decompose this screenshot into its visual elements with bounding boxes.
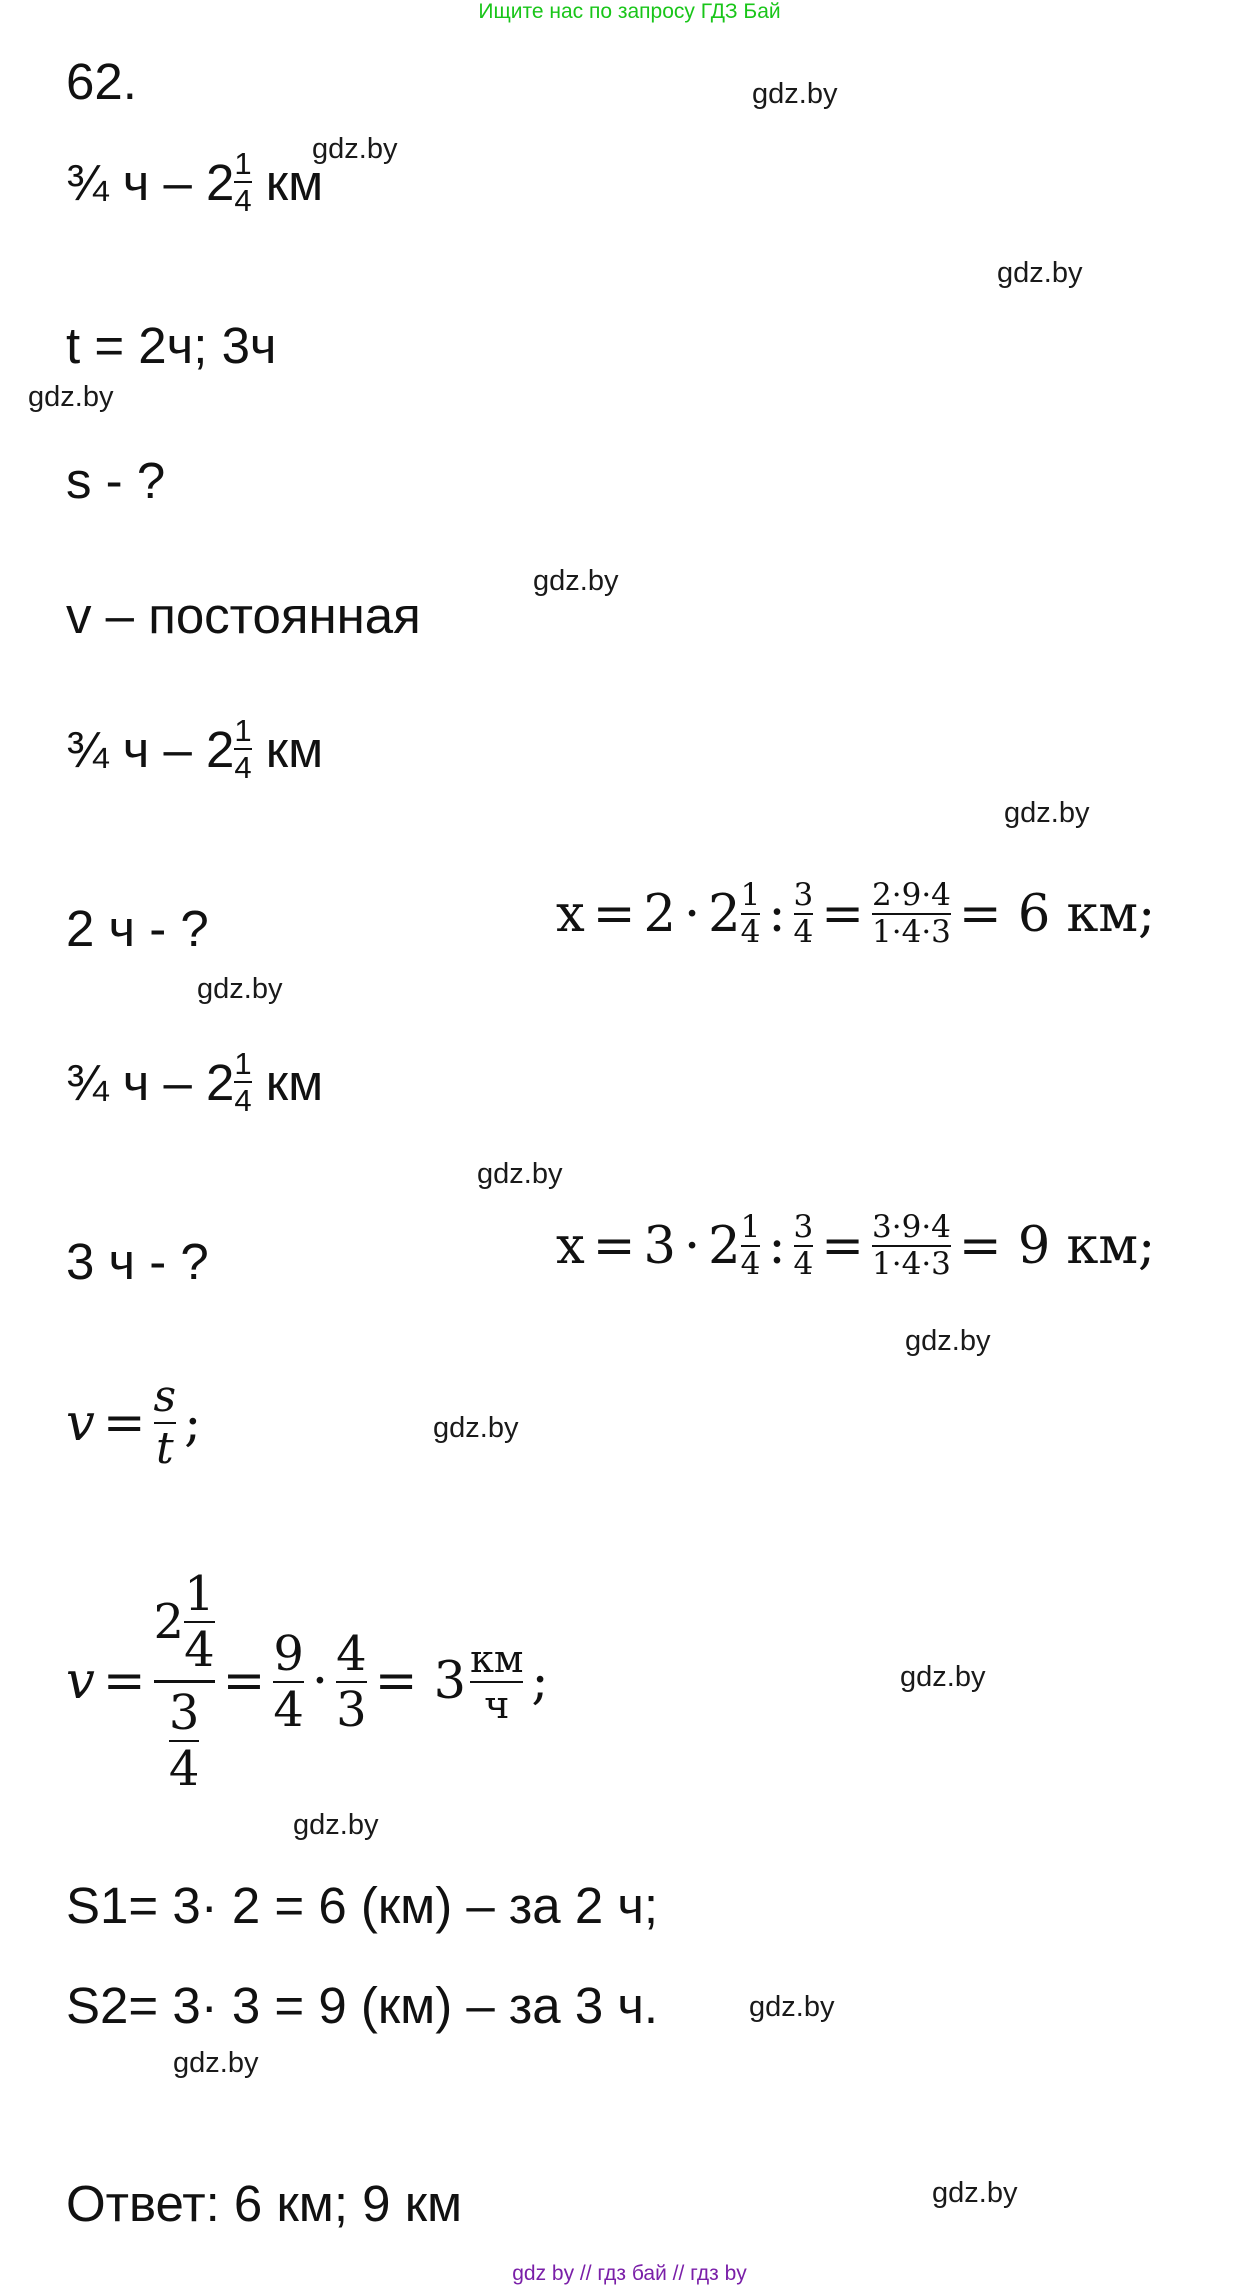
formula-v-fraction xyxy=(153,1371,177,1474)
watermark: gdz.by xyxy=(997,257,1083,289)
calc-eq: = xyxy=(592,884,636,944)
given-line-1-suffix: км xyxy=(251,153,324,211)
fraction-denominator: 1·4·3 xyxy=(872,914,951,950)
fraction-denominator: t xyxy=(156,1423,174,1474)
given-line-3: s - ? xyxy=(66,452,166,509)
top-banner[interactable]: Ищите нас по запросу ГДЗ Бай xyxy=(478,0,781,23)
fraction-numerator: 4 xyxy=(336,1625,367,1682)
calc-whole: 2 xyxy=(708,1216,741,1276)
fraction-denominator: 4 xyxy=(234,750,252,785)
calc-v-fraction xyxy=(336,1625,367,1738)
fraction-numerator: 1 xyxy=(184,1566,215,1622)
fraction-denominator: 4 xyxy=(184,1622,215,1678)
fraction-denominator: 1·4·3 xyxy=(872,1246,951,1282)
proportion-1-line-a xyxy=(66,715,323,783)
calc-big-fraction xyxy=(872,877,951,950)
mixed-fraction xyxy=(234,715,251,783)
calc-fraction xyxy=(740,877,761,950)
watermark: gdz.by xyxy=(533,565,619,597)
fraction-numerator: 3·9·4 xyxy=(872,1209,951,1245)
fraction-numerator: 9 xyxy=(273,1625,304,1682)
calc-v-eq: = xyxy=(102,1652,146,1711)
calc-whole: 2 xyxy=(708,884,741,944)
calc-v-dot: · xyxy=(311,1652,329,1711)
fraction-numerator: 3 xyxy=(793,1209,814,1245)
fraction-denominator: 4 xyxy=(168,1741,200,1797)
given-line-4: v – постоянная xyxy=(66,587,421,644)
complex-numerator-fraction xyxy=(184,1566,215,1678)
watermark: gdz.by xyxy=(28,381,114,413)
given-line-1 xyxy=(66,148,323,216)
calc-eq: = xyxy=(592,1216,636,1276)
calc-fraction xyxy=(740,1209,761,1282)
calc-result: = 9 км; xyxy=(958,1216,1156,1276)
proportion-1-line-b: 2 ч - ? xyxy=(66,900,209,957)
calc-mult: 3 xyxy=(643,1216,676,1276)
watermark: gdz.by xyxy=(197,973,283,1005)
formula-v-symbol: v xyxy=(66,1393,95,1453)
calc-eq: = xyxy=(821,884,865,944)
calc-v-symbol: v xyxy=(66,1652,95,1711)
answer: Ответ: 6 км; 9 км xyxy=(66,2175,463,2232)
watermark: gdz.by xyxy=(752,78,838,110)
fraction-denominator: ч xyxy=(484,1682,510,1727)
footer-links[interactable]: gdz by // гдз бай // гдз by xyxy=(512,2262,747,2285)
proportion-1-prefix: ¾ ч – 2 xyxy=(66,720,235,778)
problem-number: 62. xyxy=(66,53,137,110)
fraction-denominator: 4 xyxy=(793,1246,814,1282)
complex-denominator xyxy=(168,1685,200,1797)
calc-x: x xyxy=(556,1216,585,1276)
proportion-2-calc xyxy=(552,1209,1159,1282)
fraction-numerator: 1 xyxy=(740,1209,761,1245)
fraction-denominator: 4 xyxy=(234,1083,252,1118)
given-line-1-prefix: ¾ ч – 2 xyxy=(66,153,235,211)
calc-big-fraction xyxy=(872,1209,951,1282)
calc-mult: 2 xyxy=(643,884,676,944)
calc-result: = 6 км; xyxy=(958,884,1156,944)
result-s1: S1= 3· 2 = 6 (км) – за 2 ч; xyxy=(66,1877,659,1934)
proportion-2-prefix: ¾ ч – 2 xyxy=(66,1053,235,1111)
fraction-numerator: 1 xyxy=(740,877,761,913)
given-line-2: t = 2ч; 3ч xyxy=(66,317,277,374)
calc-colon: : xyxy=(768,884,786,944)
complex-numerator-whole: 2 xyxy=(153,1594,185,1650)
fraction-numerator: 1 xyxy=(234,713,252,748)
fraction-numerator: км xyxy=(470,1636,524,1681)
fraction-denominator: 4 xyxy=(793,914,814,950)
calc-dot: · xyxy=(683,884,701,944)
formula-v-eq: = xyxy=(102,1393,146,1453)
fraction-bar xyxy=(154,1680,215,1683)
proportion-2-line-a xyxy=(66,1048,323,1116)
calc-v xyxy=(66,1566,553,1797)
formula-v-end: ; xyxy=(184,1393,202,1453)
fraction-numerator: 1 xyxy=(234,1046,252,1081)
calc-colon: : xyxy=(768,1216,786,1276)
watermark: gdz.by xyxy=(932,2177,1018,2209)
fraction-denominator: 4 xyxy=(234,183,252,218)
proportion-2-suffix: км xyxy=(251,1053,324,1111)
fraction-numerator: 1 xyxy=(234,146,252,181)
mixed-fraction xyxy=(234,148,251,216)
calc-v-eq: = xyxy=(222,1652,266,1711)
fraction-denominator: 4 xyxy=(273,1681,304,1738)
calc-v-result: = 3 xyxy=(374,1652,467,1711)
mixed-fraction xyxy=(234,1048,251,1116)
fraction-numerator: 3 xyxy=(793,877,814,913)
result-s2: S2= 3· 3 = 9 (км) – за 3 ч. xyxy=(66,1977,659,2034)
calc-v-complex-fraction xyxy=(153,1566,215,1797)
fraction-numerator: 2·9·4 xyxy=(872,877,951,913)
calc-fraction xyxy=(793,877,814,950)
formula-v xyxy=(66,1371,205,1474)
watermark: gdz.by xyxy=(749,1991,835,2023)
fraction-numerator: s xyxy=(153,1371,177,1422)
calc-eq: = xyxy=(821,1216,865,1276)
watermark: gdz.by xyxy=(173,2047,259,2079)
fraction-denominator: 4 xyxy=(740,914,761,950)
complex-numerator xyxy=(153,1566,215,1678)
calc-dot: · xyxy=(683,1216,701,1276)
calc-v-unit-fraction xyxy=(470,1636,524,1727)
watermark: gdz.by xyxy=(1004,797,1090,829)
fraction-denominator: 4 xyxy=(740,1246,761,1282)
watermark: gdz.by xyxy=(900,1661,986,1693)
calc-v-end: ; xyxy=(531,1652,549,1711)
proportion-1-calc xyxy=(552,877,1159,950)
fraction-denominator: 3 xyxy=(336,1681,367,1738)
calc-x: x xyxy=(556,884,585,944)
calc-fraction xyxy=(793,1209,814,1282)
fraction-numerator: 3 xyxy=(168,1685,200,1741)
calc-v-fraction xyxy=(273,1625,304,1738)
watermark: gdz.by xyxy=(293,1809,379,1841)
watermark: gdz.by xyxy=(477,1158,563,1190)
proportion-1-suffix: км xyxy=(251,720,324,778)
proportion-2-line-b: 3 ч - ? xyxy=(66,1233,209,1290)
watermark: gdz.by xyxy=(433,1412,519,1444)
watermark: gdz.by xyxy=(312,133,398,165)
watermark: gdz.by xyxy=(905,1325,991,1357)
